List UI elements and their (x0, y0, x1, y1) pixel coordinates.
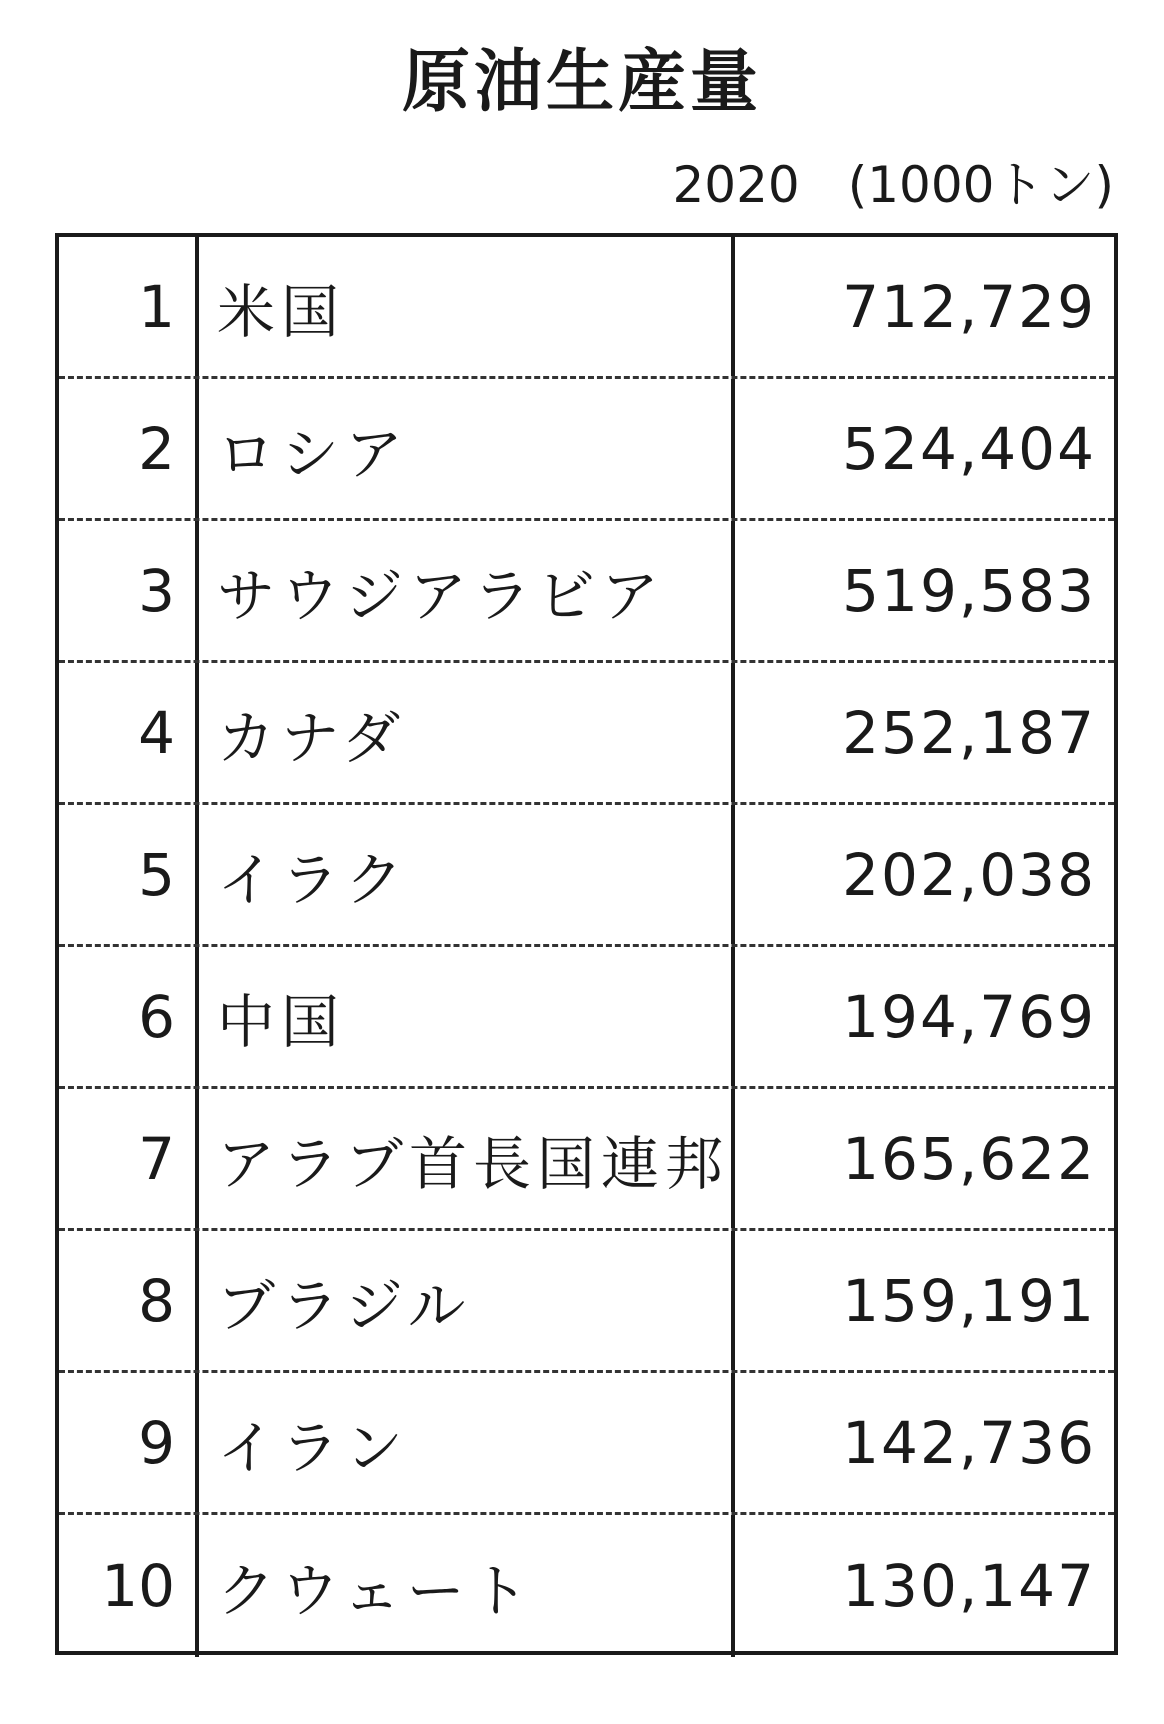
year-label: 2020 (672, 156, 800, 214)
page-title: 原油生産量 (401, 43, 762, 122)
rank-cell: 6 (59, 947, 199, 1086)
value-cell: 142,736 (842, 1408, 1096, 1477)
country-cell: イラク (199, 805, 735, 944)
country-cell: サウジアラビア (199, 521, 735, 660)
table-row (59, 1089, 1114, 1231)
table-row (59, 237, 1114, 379)
table-row (59, 663, 1114, 805)
rank-cell: 8 (59, 1231, 199, 1370)
country-cell: 米国 (199, 237, 735, 376)
country-cell: クウェート (199, 1515, 735, 1657)
value-cell: 524,404 (842, 414, 1096, 483)
country-cell: アラブ首長国連邦 (199, 1089, 735, 1228)
country-cell: カナダ (199, 663, 735, 802)
value-cell: 159,191 (842, 1266, 1096, 1335)
rank-cell: 5 (59, 805, 199, 944)
rank-cell: 1 (59, 237, 199, 376)
value-cell: 252,187 (842, 698, 1096, 767)
rank-cell: 9 (59, 1373, 199, 1512)
production-table (55, 233, 1118, 1655)
rank-cell: 7 (59, 1089, 199, 1228)
table-row (59, 947, 1114, 1089)
table-row (59, 1515, 1114, 1657)
rank-cell: 3 (59, 521, 199, 660)
country-cell: ブラジル (199, 1231, 735, 1370)
value-cell: 712,729 (842, 272, 1096, 341)
table-caption (672, 150, 1114, 220)
value-cell: 165,622 (842, 1124, 1096, 1193)
table-row (59, 379, 1114, 521)
unit-label: (1000トン) (847, 156, 1114, 214)
table-row (59, 1231, 1114, 1373)
country-cell: イラン (199, 1373, 735, 1512)
value-cell: 519,583 (842, 556, 1096, 625)
value-cell: 202,038 (842, 840, 1096, 909)
rank-cell: 10 (59, 1515, 199, 1657)
table-row (59, 805, 1114, 947)
value-cell: 194,769 (842, 982, 1096, 1051)
value-cell: 130,147 (842, 1552, 1096, 1620)
country-cell: 中国 (199, 947, 735, 1086)
country-cell: ロシア (199, 379, 735, 518)
table-row (59, 521, 1114, 663)
table-row (59, 1373, 1114, 1515)
rank-cell: 4 (59, 663, 199, 802)
rank-cell: 2 (59, 379, 199, 518)
